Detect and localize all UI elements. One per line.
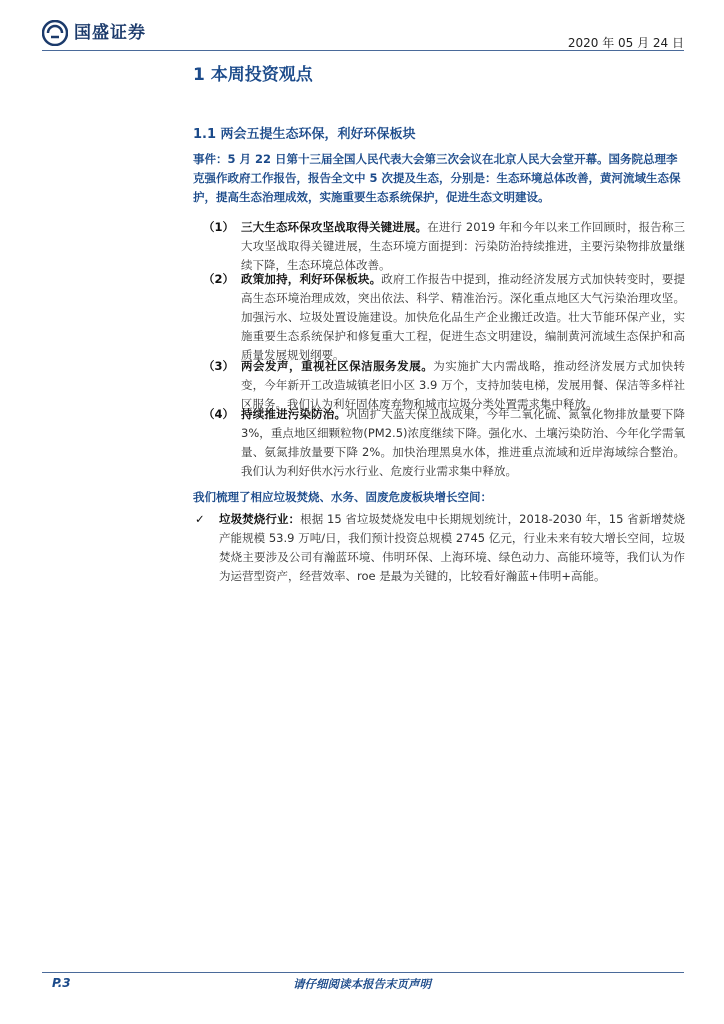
point-text: 巩固扩大蓝天保卫战成果，今年二氧化硫、氮氧化物排放量要下降 3%，重点地区细颗粒物(PM2.5)浓度继续下降。强化水、土壤污染防治、今年化学需氧量、氨氮排放量要下降 2%。加快治理黑臭水体，推进重点流域和近岸海域综合整治。我们认为利好供水污水行业、危废行业需求集中释放。 [241, 407, 685, 478]
point-text: 政府工作报告中提到，推动经济发展方式加快转变时，要提高生态环境治理成效，突出依法、科学、精准治污。深化重点地区大气污染治理攻坚。加强污水、垃圾处置设施建设。加快危化品生产企业搬迁改造。壮大节能环保产业，实施重要生态系统保护和修复重大工程，促进生态文明建设，编制黄河流域生态保护和高质量发展规划纲要。 [241, 272, 686, 362]
subsection-title: 1.1 两会五提生态环保，利好环保板块 [193, 127, 416, 142]
logo-text: 国盛证券 [74, 22, 146, 43]
growth-heading: 我们梳理了相应垃圾焚烧、水务、固废危废板块增长空间： [193, 490, 492, 504]
company-logo [42, 20, 146, 46]
header-rule [42, 50, 684, 51]
event-paragraph: 事件：5 月 22 日第十三届全国人民代表大会第三次会议在北京人民大会堂开幕。国务院总理李克强作政府工作报告，报告全文中 5 次提及生态，分别是：生态环境总体改善，黄河流域生态保护，提高生态治理成效，实施重要生态系统保护，促进生态文明建设。 [193, 152, 681, 204]
point-lead: 三大生态环保攻坚战取得关键进展。 [241, 220, 428, 234]
point-number: （4） [203, 407, 235, 421]
point-item-4 [193, 405, 685, 481]
report-date: 2020 年 05 月 24 日 [567, 36, 684, 50]
growth-bullet [193, 510, 685, 586]
bullet-text: 根据 15 省垃圾焚烧发电中长期规划统计，2018-2030 年，15 省新增焚烧产能规模 53.9 万吨/日，我们预计投资总规模 2745 亿元，行业未来有较大增长空间，垃圾焚烧主要涉及公司有瀚蓝环境、伟明环保、上海环境、绿色动力、高能环境等，我们认为作为运营型资产，经营效率、roe 是最为关键的，比较看好瀚蓝+伟明+高能。 [219, 512, 685, 583]
section-title: 1 本周投资观点 [193, 65, 313, 85]
bullet-lead: 垃圾焚烧行业： [219, 512, 301, 526]
point-text: 为实施扩大内需战略，推动经济发展方式加快转变，今年新开工改造城镇老旧小区 3.9 万个，支持加装电梯，发展用餐、保洁等多样社区服务。我们认为利好固体废弃物和城市垃圾分类处置需求集中释放。 [241, 359, 686, 411]
point-lead: 两会发声，重视社区保洁服务发展。 [241, 359, 434, 373]
page-header [0, 0, 724, 50]
logo-mark-icon [42, 20, 68, 46]
point-item-1 [193, 218, 685, 275]
checkmark-icon: ✓ [195, 512, 205, 526]
point-number: （3） [203, 359, 235, 373]
point-number: （2） [203, 272, 235, 286]
point-number: （1） [203, 220, 235, 234]
point-lead: 持续推进污染防治。 [241, 407, 347, 421]
point-lead: 政策加持，利好环保板块。 [241, 272, 382, 286]
footer-rule [42, 972, 684, 973]
footer-disclaimer: 请仔细阅读本报告末页声明 [293, 977, 431, 991]
page-number: P.3 [52, 976, 71, 990]
point-item-2 [193, 270, 685, 365]
point-text: 在进行 2019 年和今年以来工作回顾时，报告称三大攻坚战取得关键进展，生态环境方面提到：污染防治持续推进，主要污染物排放量继续下降，生态环境总体改善。 [241, 220, 685, 272]
